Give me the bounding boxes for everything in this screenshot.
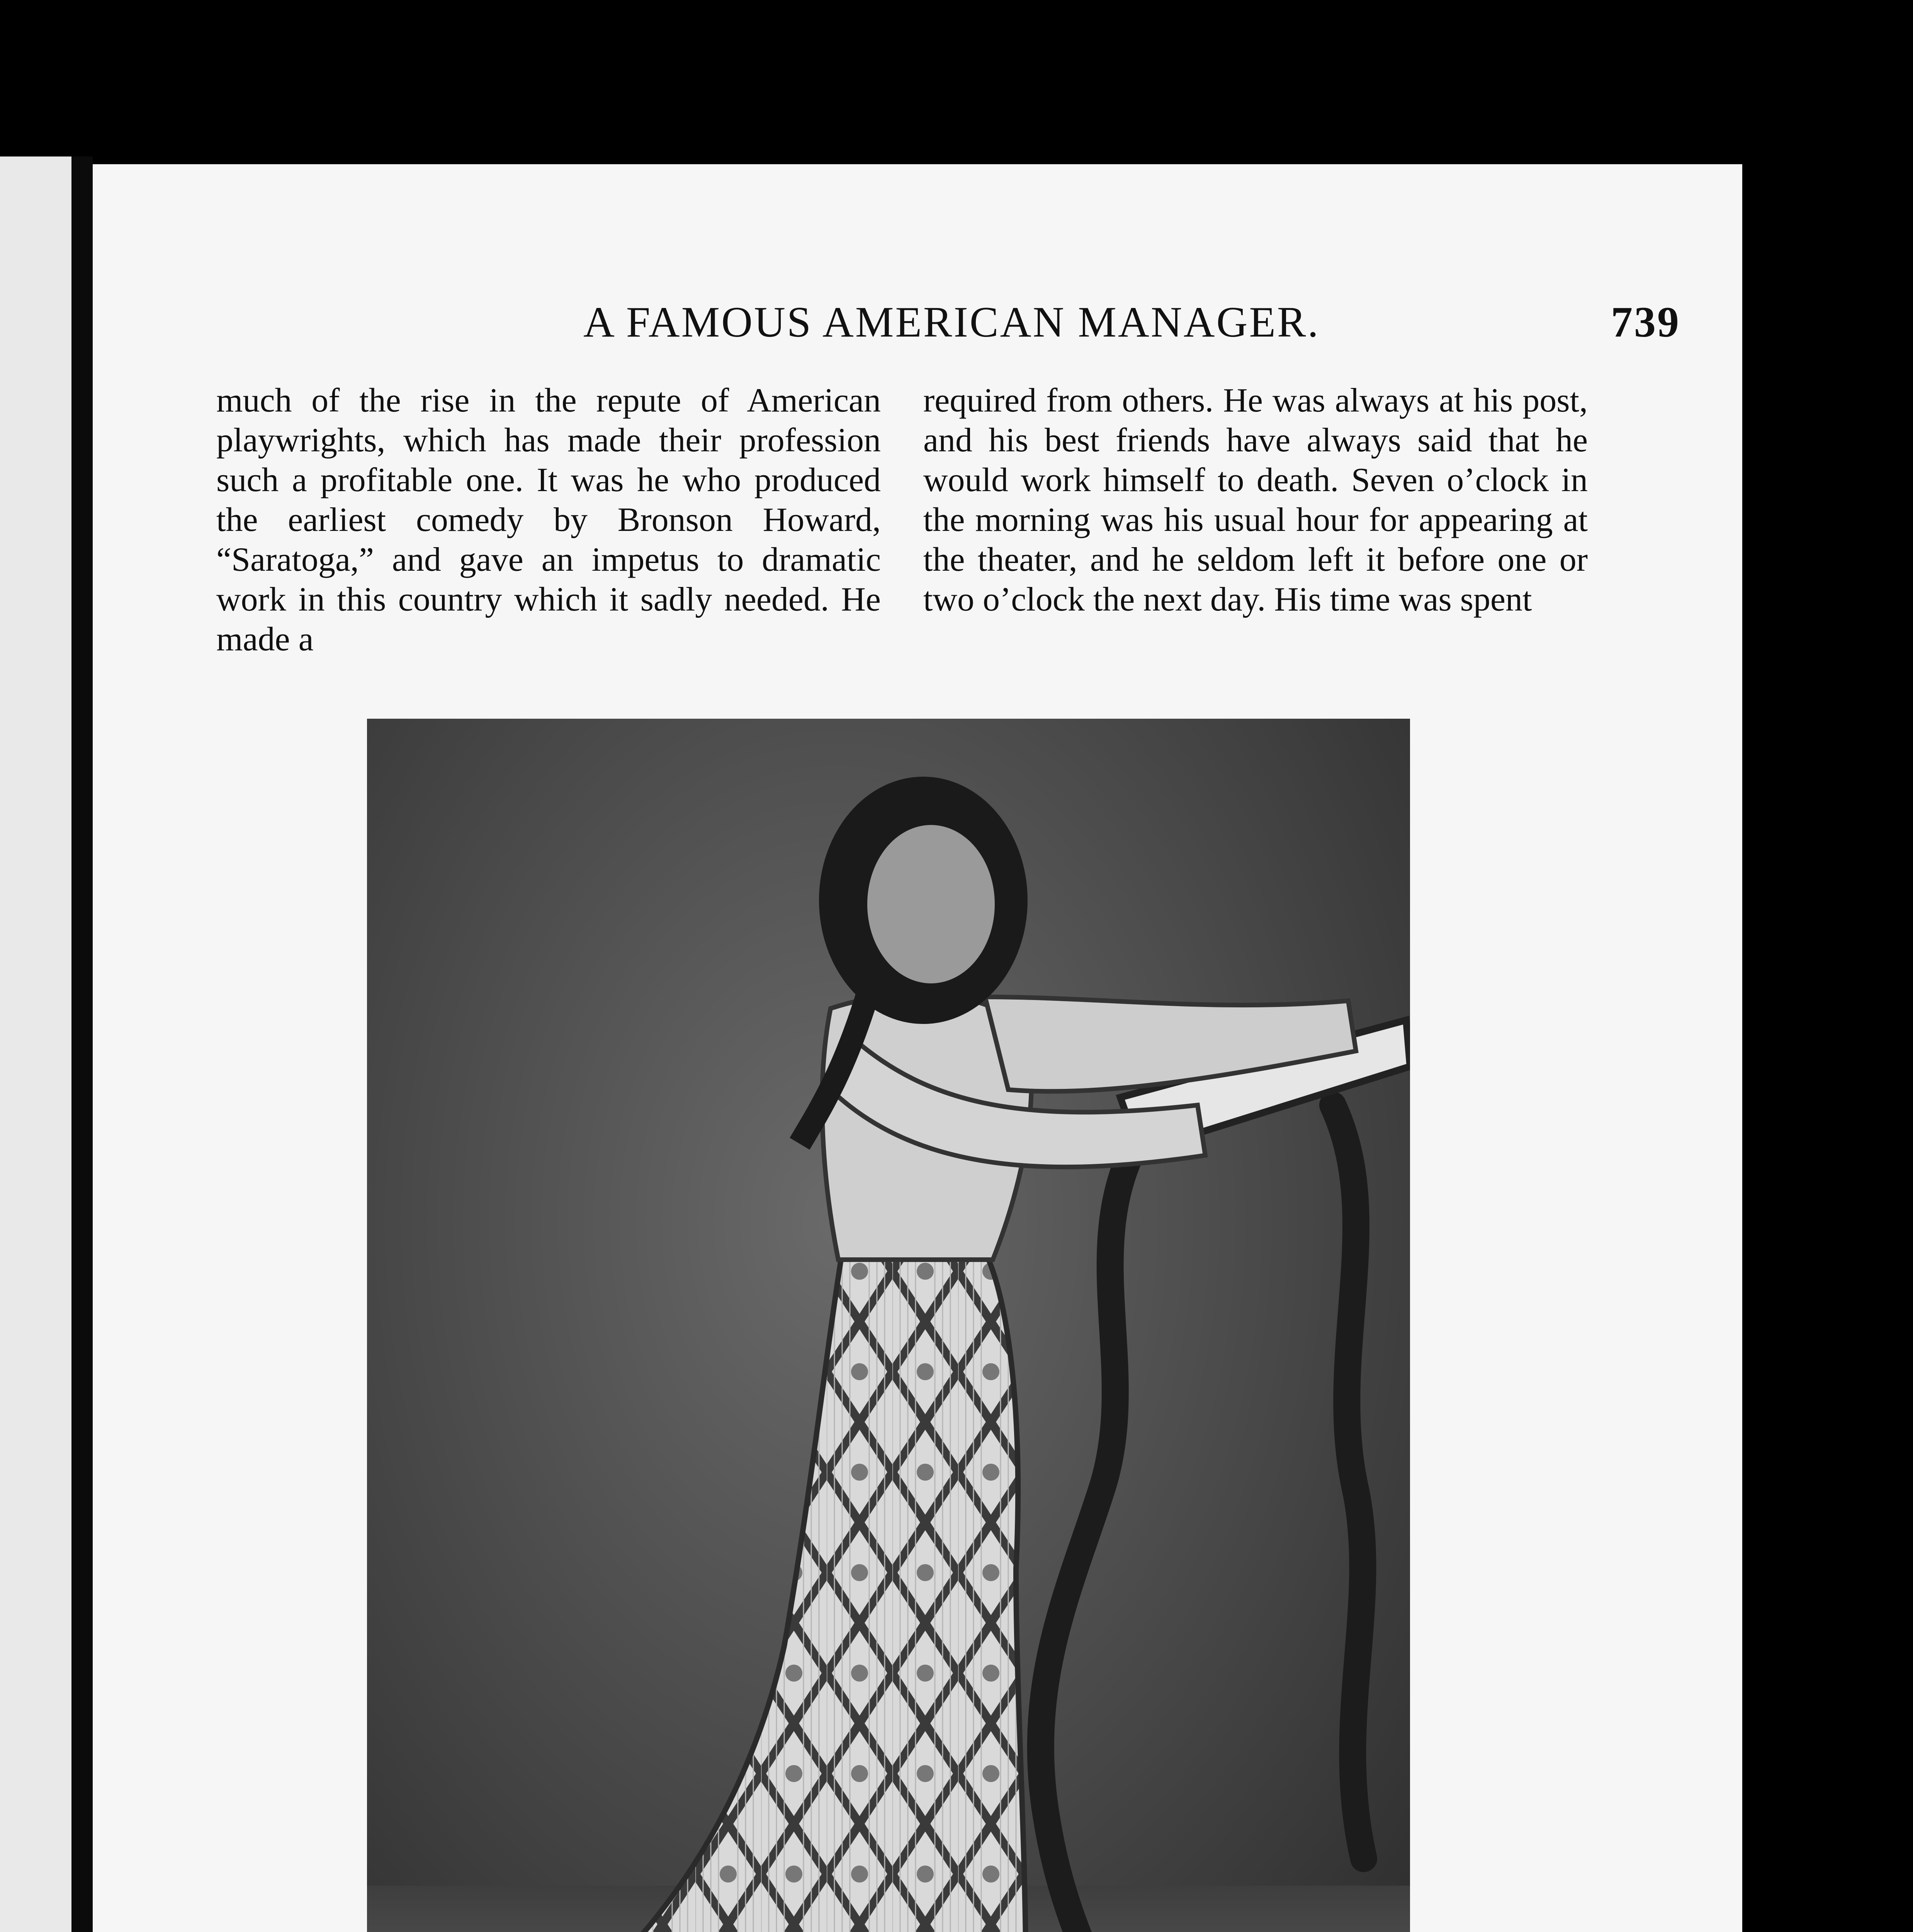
gutter-shadow xyxy=(71,156,93,1932)
left-page-edge xyxy=(0,156,71,1932)
paragraph: required from others. He was always at his post, and his best friends have always said that he would work himself to death. Seven o’clock in the morning was his usual hour for appearing at the theater, and he seldom left it before one or two o’clock the next day. His time was spent xyxy=(923,382,1588,618)
paragraph: much of the rise in the repute of American playwrights, which has made their profession such a profitable one. It was he who produced the earliest comedy by Bronson Howard, “Saratoga,” and gave an impetus to dramatic work in this country which it sadly needed. He made a xyxy=(216,382,881,658)
column-top-left xyxy=(216,381,881,659)
running-head xyxy=(583,298,1680,367)
portrait-photograph xyxy=(367,719,1410,1932)
magazine-page xyxy=(93,164,1742,1932)
running-title: A FAMOUS AMERICAN MANAGER. xyxy=(583,298,1320,346)
page-number: 739 xyxy=(1611,298,1680,346)
column-top-right xyxy=(923,381,1588,619)
